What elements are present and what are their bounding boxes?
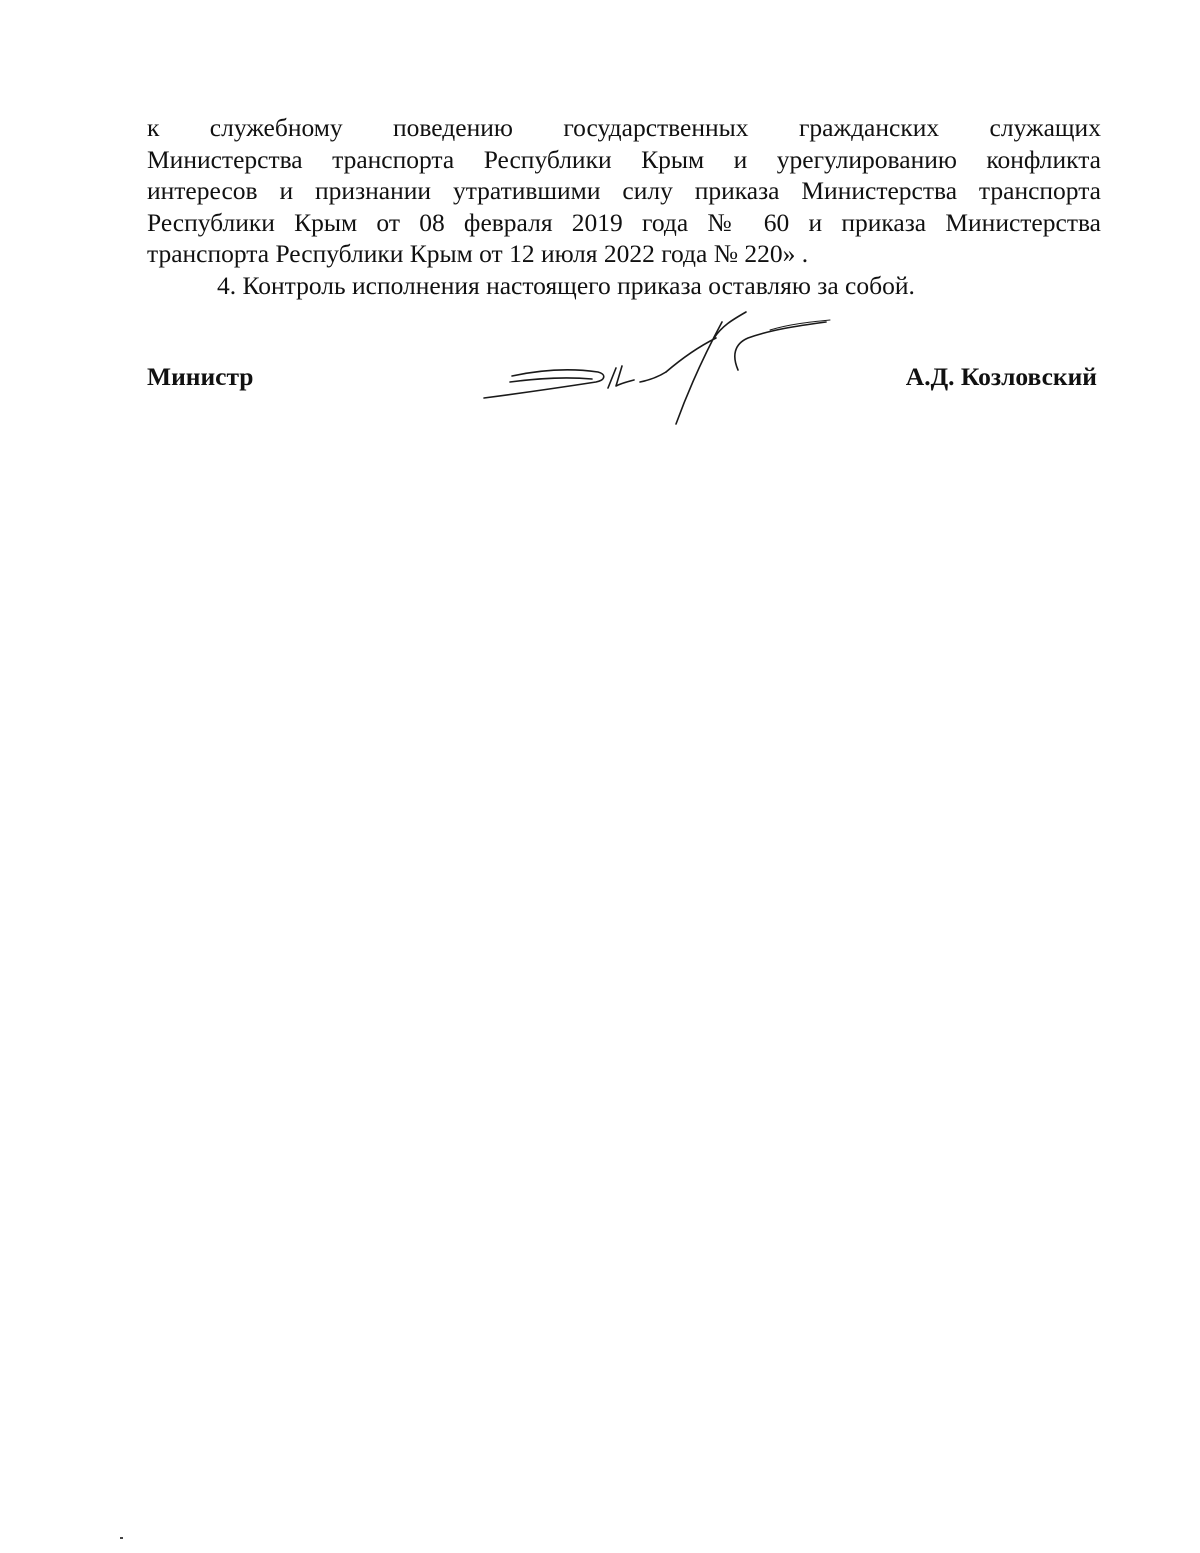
signer-name: А.Д. Козловский (905, 362, 1097, 391)
word: к (147, 113, 160, 142)
document-body (147, 112, 1101, 301)
word: служащих (989, 113, 1101, 142)
word: поведению (393, 113, 513, 142)
text-line-3: интересов и признании утратившими силу приказа Министерства транспорта (147, 176, 1101, 205)
word: служебному (209, 113, 343, 142)
signature-block (147, 362, 1097, 392)
text-line-1 (147, 112, 1101, 144)
text-line-4: Республики Крым от 08 февраля 2019 года № 60 и приказа Министерства (147, 207, 1101, 237)
text-line-5: транспорта Республики Крым от 12 июля 2022 года № 220» . (147, 239, 809, 268)
word: государственных (563, 113, 749, 142)
signer-position: Министр (147, 362, 254, 391)
word: гражданских (798, 113, 940, 142)
text-line-2: Министерства транспорта Республики Крым и урегулированию конфликта (147, 144, 1101, 174)
item-4-paragraph: 4. Контроль исполнения настоящего приказа оставляю за собой. (217, 270, 915, 300)
scan-speck (120, 1537, 123, 1539)
